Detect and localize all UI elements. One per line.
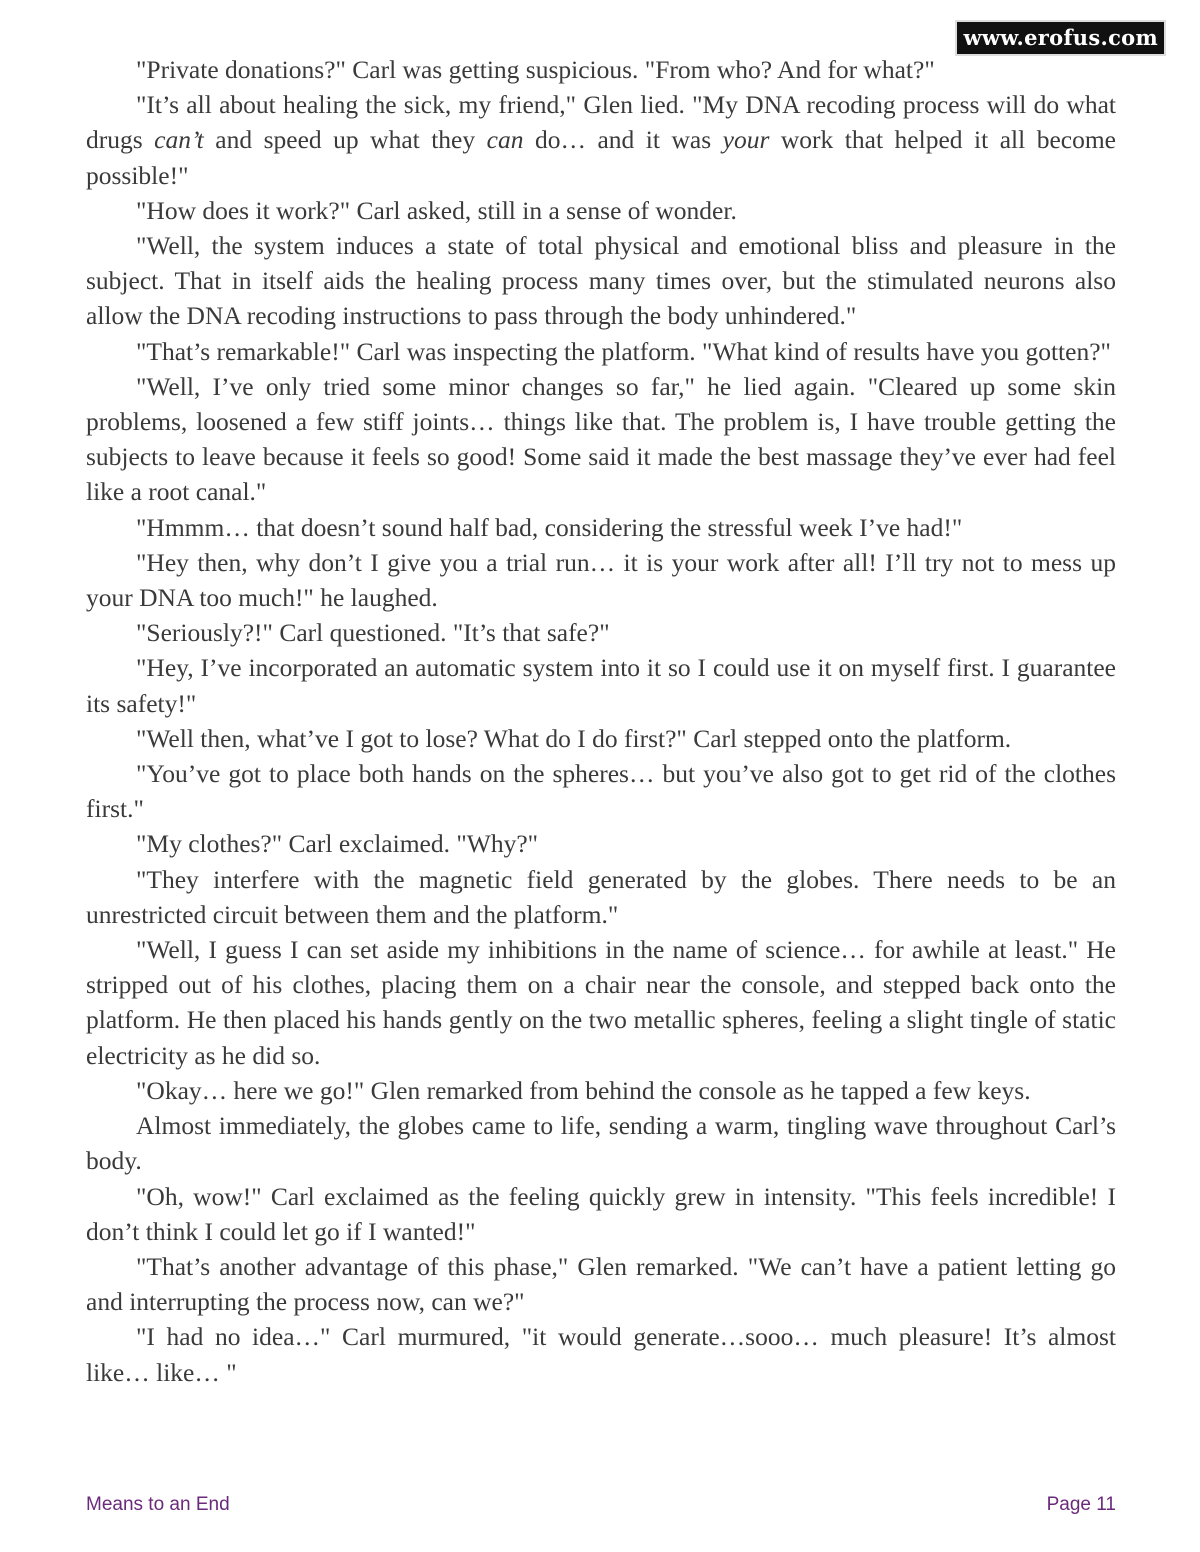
- paragraph: "Private donations?" Carl was getting suspicious. "From who? And for what?": [136, 55, 935, 84]
- paragraph: "Well, the system induces a state of total physical and emotional bliss and pleasure in the subject. That in itself aids the healing process many times over, but the stimulated neurons also allow the DNA recoding instructions to pass through the body unhindered.": [86, 231, 1116, 331]
- paragraph: "Hey, I’ve incorporated an automatic system into it so I could use it on myself first. I guarantee its safety!": [86, 653, 1116, 718]
- book-title: Means to an End: [86, 1494, 230, 1515]
- story-text: [86, 52, 1116, 1390]
- paragraph: "Oh, wow!" Carl exclaimed as the feeling quickly grew in intensity. "This feels incredible! I don’t think I could let go if I wanted!": [86, 1181, 1116, 1246]
- emphasis: can’t: [154, 125, 204, 155]
- paragraph: "Well, I’ve only tried some minor changes so far," he lied again. "Cleared up some skin problems, loosened a few stiff joints… things like that. The problem is, I have trouble getting the subjects to leave because it feels so good! Some said it made the best massage they’ve ever had feel like a root canal.": [86, 371, 1116, 507]
- page-footer: [86, 1494, 1116, 1516]
- paragraph: "My clothes?" Carl exclaimed. "Why?": [136, 829, 539, 859]
- paragraph: "Well then, what’ve I got to lose? What do I do first?" Carl stepped onto the platform.: [136, 723, 1012, 753]
- paragraph: "They interfere with the magnetic field generated by the globes. There needs to be an unrestricted circuit between them and the platform.": [86, 864, 1116, 929]
- paragraph: "Seriously?!" Carl questioned. "It’s that safe?": [136, 618, 610, 648]
- paragraph: "That’s remarkable!" Carl was inspecting the platform. "What kind of results have you gotten?": [136, 336, 1111, 366]
- paragraph: "Well, I guess I can set aside my inhibitions in the name of science… for awhile at least." He stripped out of his clothes, placing them on a chair near the console, and stepped back onto the platform. He then placed his hands gently on the two metallic spheres, feeling a slight tingle of static electricity as he did so.: [86, 935, 1116, 1070]
- paragraph: "Okay… here we go!" Glen remarked from behind the console as he tapped a few keys.: [136, 1075, 1031, 1105]
- page-number: Page 11: [1046, 1494, 1116, 1515]
- paragraph: "Hmmm… that doesn’t sound half bad, considering the stressful week I’ve had!": [136, 512, 963, 542]
- paragraph: "How does it work?" Carl asked, still in a sense of wonder.: [136, 195, 737, 225]
- emphasis: your: [722, 125, 770, 155]
- paragraph: "That’s another advantage of this phase," Glen remarked. "We can’t have a patient letting go and interrupting the process now, can we?": [86, 1251, 1116, 1317]
- paragraph: "I had no idea…" Carl murmured, "it would generate…sooo… much pleasure! It’s almost like… like… ": [86, 1322, 1116, 1387]
- paragraph: "Hey then, why don’t I give you a trial run… it is your work after all! I’ll try not to mess up your DNA too much!" he laughed.: [86, 547, 1116, 613]
- paragraph: "It’s all about healing the sick, my friend," Glen lied. "My DNA recoding process will do what drugs can’t and speed up what they can do… and it was your work that helped it all become possible!": [86, 90, 1116, 190]
- paragraph: Almost immediately, the globes came to life, sending a warm, tingling wave throughout Carl’s body.: [86, 1111, 1116, 1176]
- paragraph: "You’ve got to place both hands on the spheres… but you’ve also got to get rid of the clothes first.": [86, 759, 1116, 824]
- emphasis: can: [486, 125, 524, 155]
- watermark: www.erofus.com: [955, 20, 1166, 56]
